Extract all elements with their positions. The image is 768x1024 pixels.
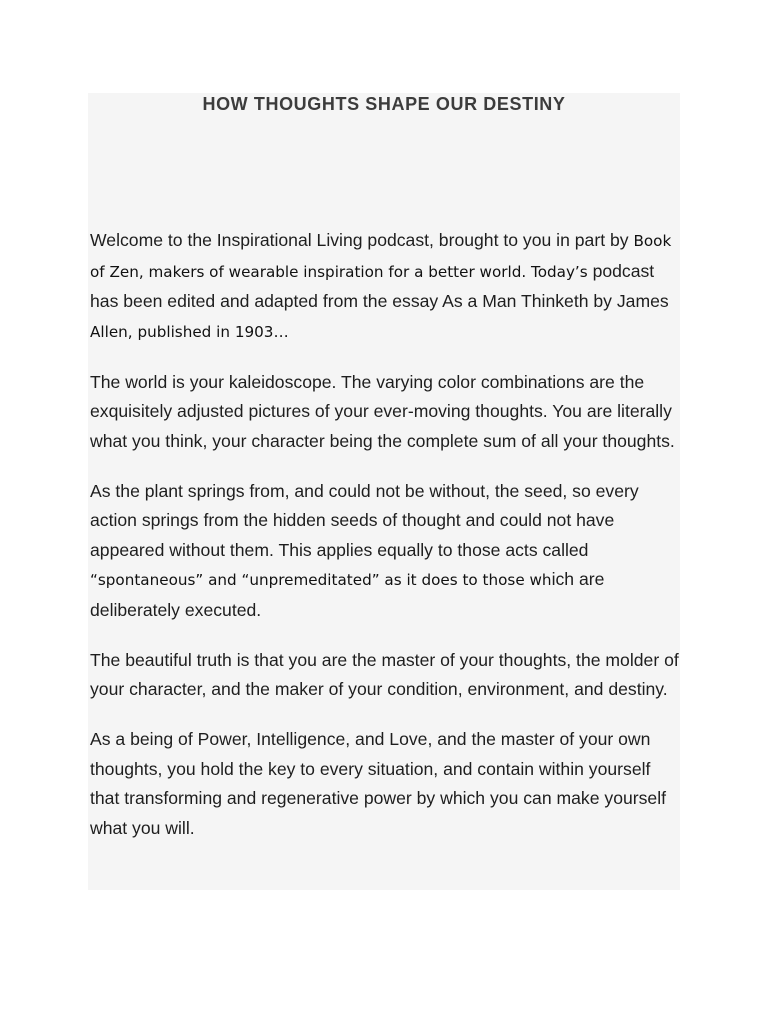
document-body (90, 226, 682, 864)
paragraph-5-text-1: As a being of Power, Intelligence, and Love, and the master of your own thoughts, you hold the key to every situation, and contain within yourself that transforming and regenerative power by which you can make yourself what you will. (90, 729, 667, 838)
paragraph-4 (90, 646, 682, 705)
paragraph-1-text-3: podcast has been edited and adapted from the essay As a Man Thinketh by James (90, 260, 669, 311)
document-title: HOW THOUGHTS SHAPE OUR DESTINY (202, 94, 566, 114)
paragraph-1-text-2: Book of Zen, makers of wearable inspiration for a better world. Today’s (90, 232, 672, 281)
paragraph-3 (90, 477, 682, 626)
paragraph-3-text-3: ich are deliberately executed. (90, 569, 605, 620)
paragraph-1-text-1: Welcome to the Inspirational Living podcast, brought to you in part by (90, 230, 634, 250)
paragraph-2 (90, 368, 682, 457)
paragraph-1-text-4: Allen, published in 1903… (90, 322, 289, 341)
paragraph-5 (90, 725, 682, 843)
paragraph-4-text-1: The beautiful truth is that you are the master of your thoughts, the molder of your character, and the maker of your condition, environment, and destiny. (90, 649, 679, 699)
paragraph-1 (90, 226, 682, 347)
paragraph-2-text-1: The world is your kaleidoscope. The varying color combinations are the exquisitely adjusted pictures of your ever-moving thoughts. You are literally what you think, your character being the complete sum of all your thoughts. (90, 371, 675, 451)
paragraph-3-text-2: “spontaneous” and “unpremeditated” as it does to those wh (90, 571, 552, 589)
paragraph-3-text-1: As the plant springs from, and could not be without, the seed, so every action springs from the hidden seeds of thought and could not have appeared without them. This applies equally to those acts called (90, 480, 639, 560)
